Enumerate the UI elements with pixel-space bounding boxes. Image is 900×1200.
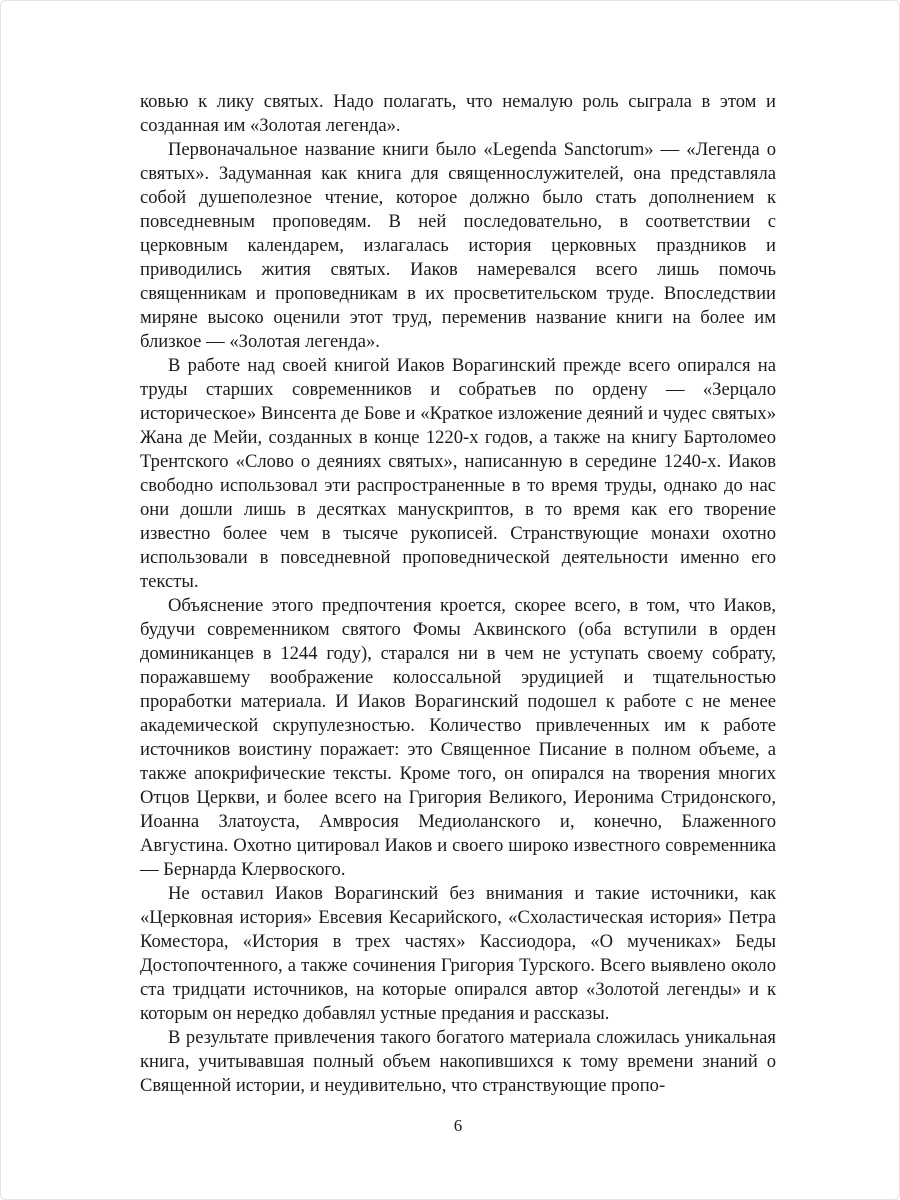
paragraph: Первоначальное название книги было «Legenda Sanctorum» — «Легенда о святых». Задуманная как книга для священнослужителей, она представляла собой душеполезное чтение, которое должно было стать дополнением к повседневным проповедям. В ней последовательно, в соответствии с церковным календарем, излагалась история церковных праздников и приводились жития святых. Иаков намеревался всего лишь помочь священникам и проповедникам в их просветительском труде. Впоследствии миряне высоко оценили этот труд, переменив название книги на более им близкое — «Золотая легенда». bbox=[140, 139, 776, 352]
paragraph: В работе над своей книгой Иаков Ворагинский прежде всего опирался на труды старших современников и собратьев по ордену — «Зерцало историческое» Винсента де Бове и «Краткое изложение деяний и чудес святых» Жана де Мейи, созданных в конце 1220-х годов, а также на книгу Бартоломео Трентского «Слово о деяниях святых», написанную в середине 1240-х. Иаков свободно использовал эти распространенные в то время труды, однако до нас они дошли лишь в десятках манускриптов, в то время как его творение известно более чем в тысяче рукописей. Странствующие монахи охотно использовали в повседневной проповеднической деятельности именно его тексты. bbox=[140, 355, 776, 592]
paragraph: В результате привлечения такого богатого материала сложилась уникальная книга, учитывавшая полный объем накопившихся к тому времени знаний о Священной истории, и неудивительно, что странствующие пропо- bbox=[140, 1027, 776, 1096]
paragraph: Не оставил Иаков Ворагинский без внимания и такие источники, как «Церковная история» Евсевия Кесарийского, «Схоластическая история» Петра Коместора, «История в трех частях» Кассиодора, «О мучениках» Беды Достопочтенного, а также сочинения Григория Турского. Всего выявлено около ста тридцати источников, на которые опирался автор «Золотой легенды» и к которым он нередко добавлял устные предания и рассказы. bbox=[140, 883, 776, 1024]
paragraph: Объяснение этого предпочтения кроется, скорее всего, в том, что Иаков, будучи современником святого Фомы Аквинского (оба вступили в орден доминиканцев в 1244 году), старался ни в чем не уступать своему собрату, поражавшему воображение колоссальной эрудицией и тщательностью проработки материала. И Иаков Ворагинский подошел к работе с не менее академической скрупулезностью. Количество привлеченных им к работе источников воистину поражает: это Священное Писание в полном объеме, а также апокрифические тексты. Кроме того, он опирался на творения многих Отцов Церкви, и более всего на Григория Великого, Иеронима Стридонского, Иоанна Златоуста, Амвросия Медиоланского и, конечно, Блаженного Августина. Охотно цитировал Иаков и своего широко известного современника — Бернарда Клервоского. bbox=[140, 595, 776, 880]
page-number: 6 bbox=[453, 1116, 463, 1135]
page-footer bbox=[140, 1116, 776, 1136]
paragraph: ковью к лику святых. Надо полагать, что немалую роль сыграла в этом и созданная им «Золотая легенда». bbox=[140, 91, 776, 136]
page-text-block bbox=[140, 90, 776, 1098]
